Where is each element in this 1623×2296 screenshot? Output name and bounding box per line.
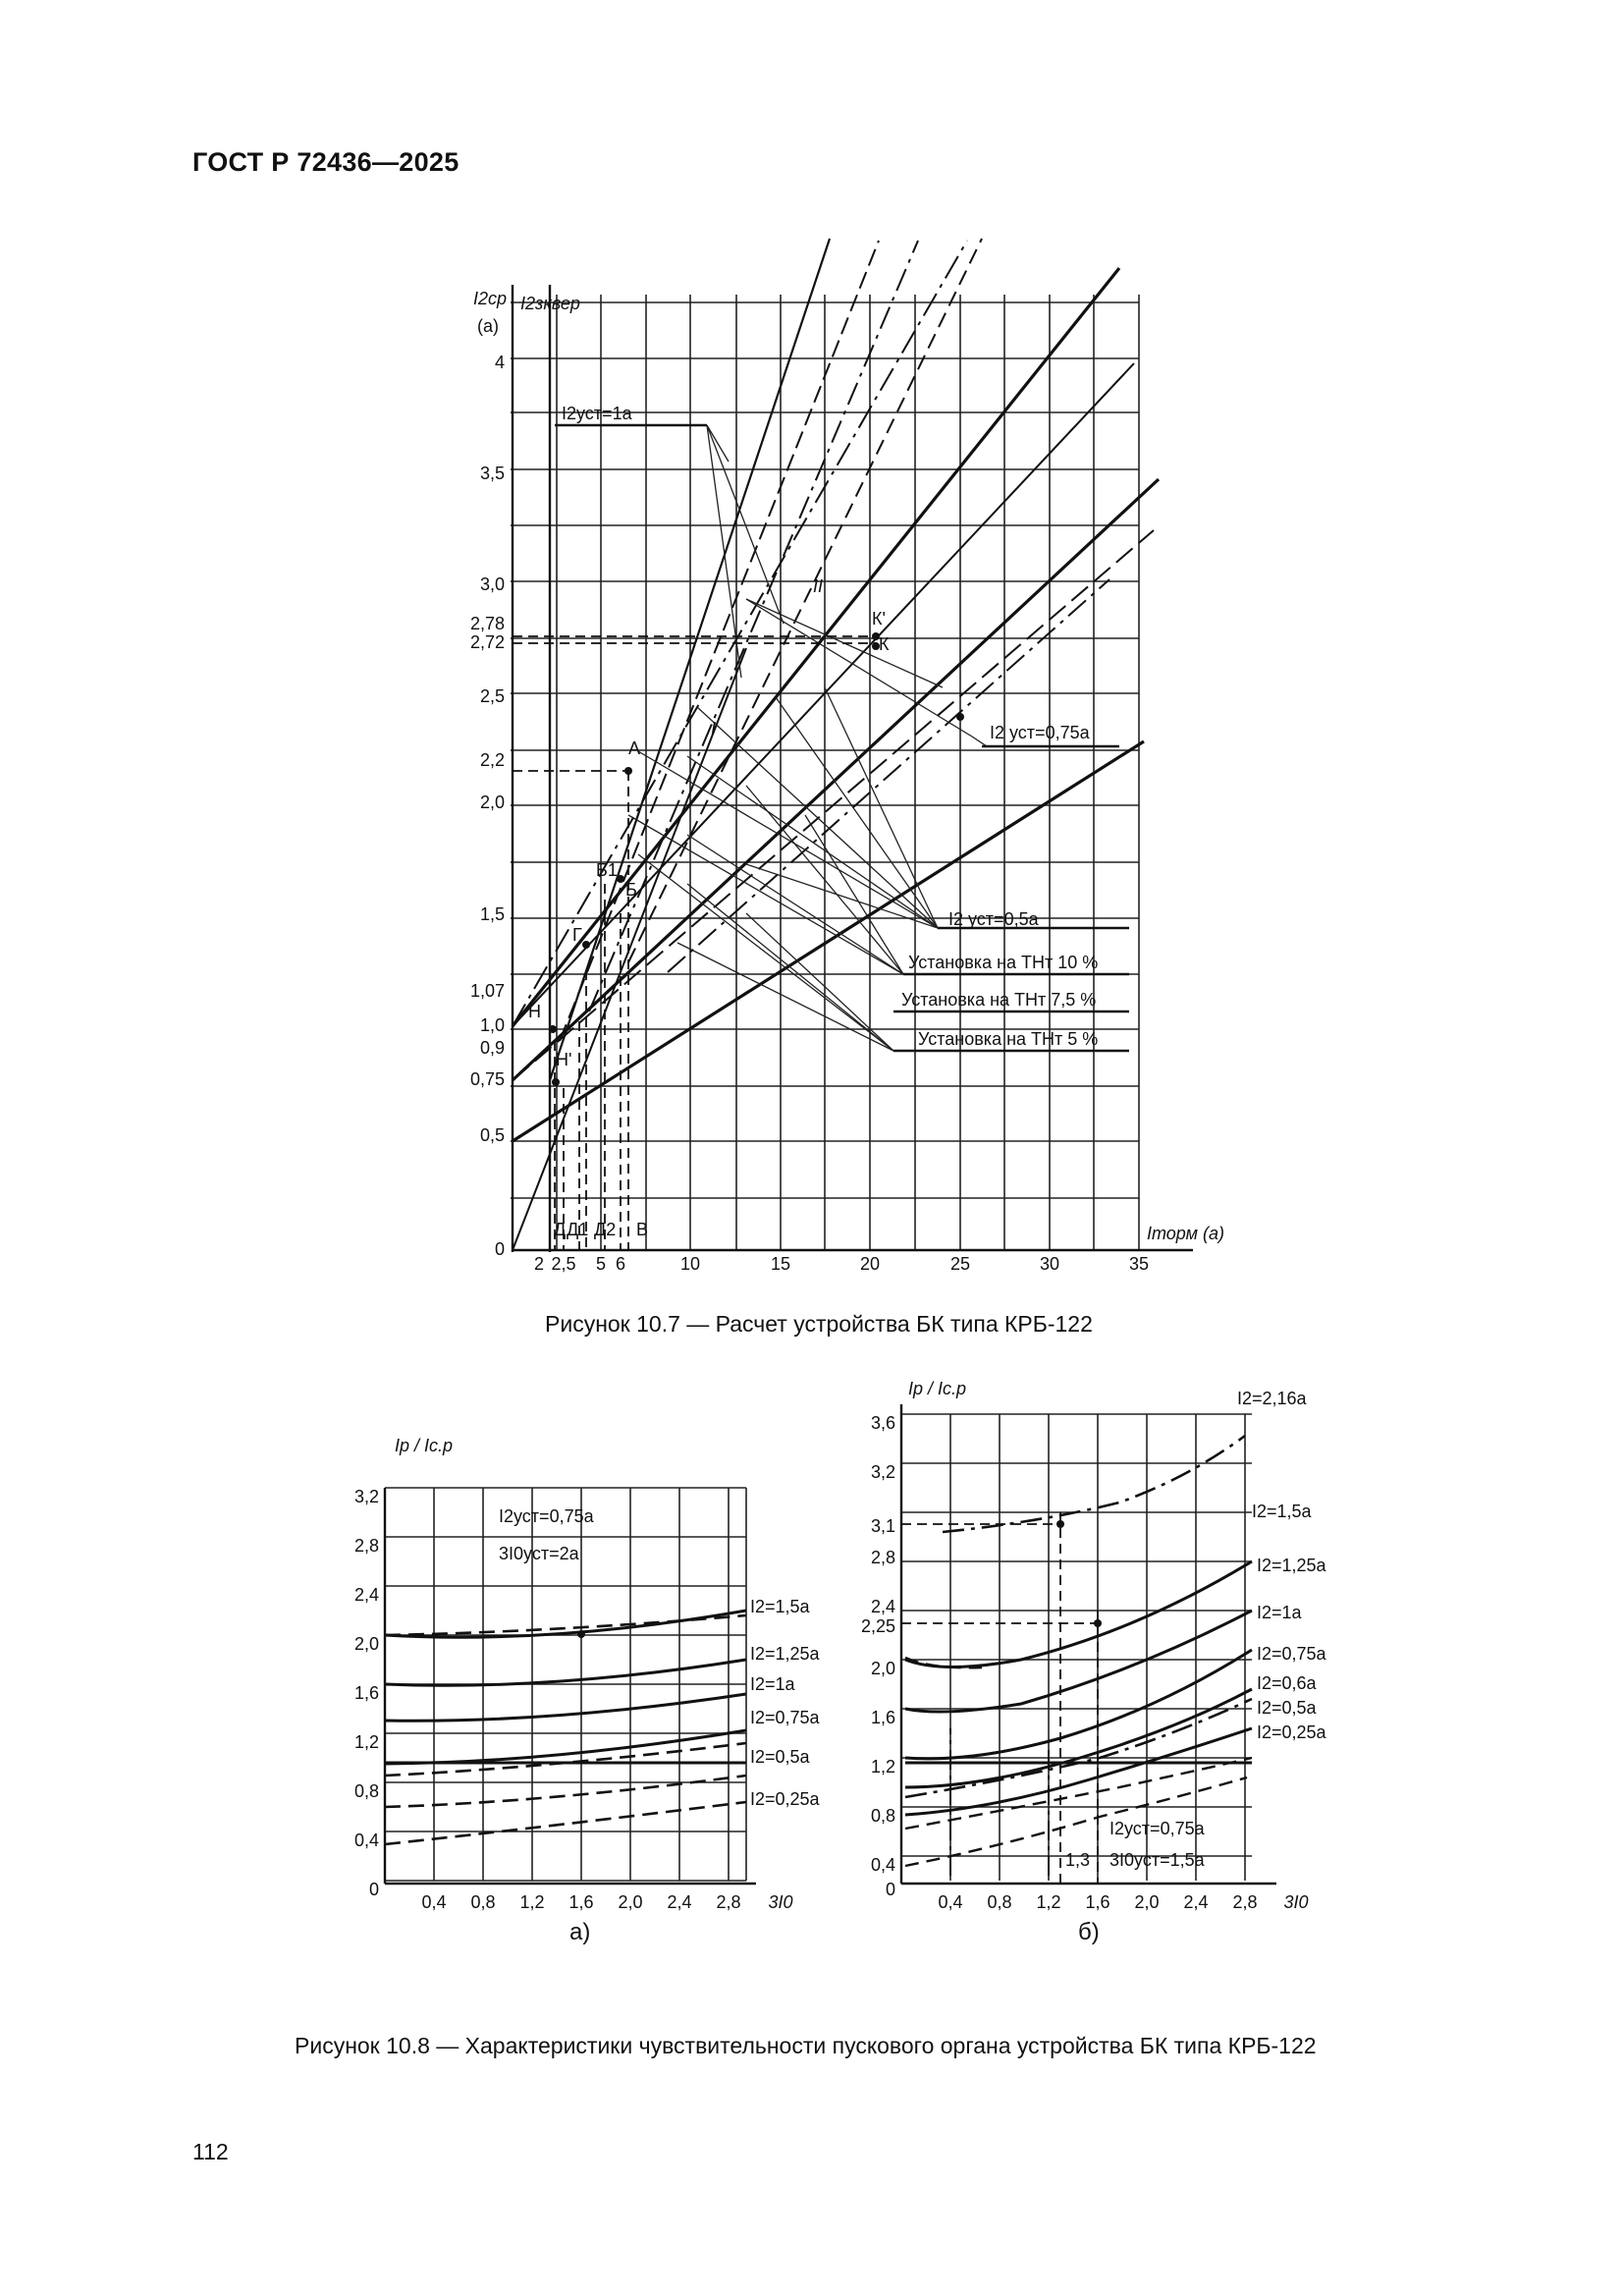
x-tick: 10 [679, 1254, 701, 1274]
x-tick: 0,4 [938, 1892, 963, 1912]
point-label: Д2 [594, 1220, 617, 1239]
y-tick: 0,4 [870, 1855, 895, 1875]
x-axis-label: Iторм (а) [1147, 1224, 1224, 1243]
annotation: I2 уст=0,75а [990, 723, 1090, 742]
point-label: Б [625, 880, 637, 900]
curve-label: I2=2,16а [1237, 1389, 1307, 1408]
panel-a-label: а) [569, 1919, 591, 1945]
document-header: ГОСТ Р 72436—2025 [192, 147, 460, 177]
x-tick: 2,5 [551, 1254, 576, 1274]
y-tick: 0 [494, 1239, 505, 1259]
y-tick: 2,4 [870, 1597, 895, 1616]
y-tick: 1,07 [469, 981, 505, 1001]
page-number: 112 [192, 2139, 229, 2164]
annotation: Установка на ТНт 7,5 % [901, 990, 1097, 1010]
x-tick: 0,4 [421, 1892, 447, 1912]
annotation: Установка на ТНт 5 % [918, 1029, 1099, 1049]
y-tick: 2,4 [353, 1585, 379, 1605]
y-tick: 1,2 [870, 1757, 895, 1777]
curve-label: I2=1,25а [750, 1644, 820, 1664]
y-tick: 2,2 [479, 750, 505, 770]
curve-label: I2=0,75а [750, 1708, 820, 1727]
y-tick: 4 [494, 353, 505, 372]
point-label: Г [572, 925, 582, 945]
curve-label: I2=1а [1257, 1603, 1302, 1622]
y-tick: 0 [368, 1880, 379, 1899]
y-tick: 3,5 [479, 464, 505, 483]
figure-10-7-caption: Рисунок 10.7 — Расчет устройства БК типа КРБ-122 [545, 1311, 1093, 1337]
y-tick: 1,0 [479, 1015, 505, 1035]
point-label: К' [872, 609, 886, 629]
y-tick: 0,75 [469, 1069, 505, 1089]
x-tick: 1,2 [519, 1892, 545, 1912]
x-tick: 1,6 [1085, 1892, 1110, 1912]
y-tick: 2,5 [479, 686, 505, 706]
x-tick: 20 [859, 1254, 881, 1274]
x-tick: 5 [595, 1254, 607, 1274]
y-tick: 0,5 [479, 1125, 505, 1145]
curve-label: I2=0,6а [1257, 1673, 1317, 1693]
y-tick: 0,9 [479, 1038, 505, 1058]
x-tick: 2,8 [716, 1892, 741, 1912]
curve-label: I2=1а [750, 1674, 795, 1694]
x-tick: 1,6 [568, 1892, 594, 1912]
y-tick: 1,2 [353, 1732, 379, 1752]
curve-label: I2=0,75а [1257, 1644, 1326, 1664]
x-tick: 1,2 [1036, 1892, 1061, 1912]
curve-label: I2=0,5а [750, 1747, 810, 1767]
x-tick: 25 [949, 1254, 971, 1274]
y-tick: 2,0 [353, 1634, 379, 1654]
x-axis-label: 3I0 [768, 1892, 793, 1912]
y-tick: 3,2 [870, 1462, 895, 1482]
y-tick: 3,6 [870, 1413, 895, 1433]
y-axis-label: I2ср [473, 289, 508, 308]
setting-label: 1,3 [1065, 1850, 1091, 1870]
y-tick: 0,4 [353, 1831, 379, 1850]
x-tick: 6 [615, 1254, 626, 1274]
y-tick: 2,0 [479, 793, 505, 812]
annotation: I2 уст=0,5а [948, 909, 1039, 929]
annotation: I2уст=1а [562, 404, 632, 423]
annotation: II [813, 576, 824, 596]
figure-10-8-caption: Рисунок 10.8 — Характеристики чувствительности пускового органа устройства БК типа КРБ-122 [295, 2033, 1317, 2058]
y-tick: 2,25 [860, 1616, 895, 1636]
point-label: Д1 [567, 1220, 589, 1239]
point-label: В [636, 1220, 649, 1239]
y-tick: 2,0 [870, 1659, 895, 1678]
y-tick: 2,72 [469, 632, 505, 652]
y-axis-label: Iр / Iс.р [395, 1436, 454, 1455]
point-label: Н' [556, 1050, 572, 1069]
y-tick: 3,0 [479, 574, 505, 594]
point-label: Д [554, 1220, 567, 1239]
curve-label: I2=1,5а [750, 1597, 810, 1616]
y-tick: 2,8 [353, 1536, 379, 1556]
x-tick: 0,8 [470, 1892, 496, 1912]
y-tick: 0 [885, 1880, 895, 1899]
setting-label: 3I0уст=1,5а [1109, 1850, 1205, 1870]
x-tick: 0,8 [987, 1892, 1012, 1912]
y-axis-unit: (а) [477, 316, 499, 336]
y-tick: 0,8 [870, 1806, 895, 1826]
curve-label: I2=0,5а [1257, 1698, 1317, 1718]
x-tick: 15 [770, 1254, 791, 1274]
x-tick: 2 [533, 1254, 545, 1274]
point-label: Б1 [596, 860, 618, 880]
setting-label: I2уст=0,75а [499, 1506, 594, 1526]
y-tick: 2,8 [870, 1548, 895, 1567]
y-tick: 3,1 [870, 1516, 895, 1536]
point-label: Н [528, 1002, 541, 1021]
setting-label: I2уст=0,75а [1109, 1819, 1205, 1838]
y-axis-label-2: I2зквер [520, 294, 580, 313]
curve-label: I2=0,25а [750, 1789, 820, 1809]
x-axis-label: 3I0 [1283, 1892, 1309, 1912]
curve-label: I2=1,5а [1252, 1502, 1312, 1521]
y-tick: 3,2 [353, 1487, 379, 1506]
x-tick: 30 [1039, 1254, 1060, 1274]
curve-label: I2=1,25а [1257, 1556, 1326, 1575]
annotation: Установка на ТНт 10 % [908, 953, 1099, 972]
x-tick: 2,4 [1183, 1892, 1209, 1912]
x-tick: 35 [1128, 1254, 1150, 1274]
y-tick: 0,8 [353, 1781, 379, 1801]
point-label: А [628, 738, 641, 758]
x-tick: 2,0 [1134, 1892, 1160, 1912]
y-tick: 1,5 [479, 904, 505, 924]
x-tick: 2,8 [1232, 1892, 1258, 1912]
point-label: К [879, 634, 890, 654]
y-axis-label: Iр / Iс.р [908, 1379, 967, 1398]
annotation: I [711, 719, 717, 738]
y-tick: 1,6 [870, 1708, 895, 1727]
panel-b-label: б) [1078, 1919, 1100, 1945]
curve-label: I2=0,25а [1257, 1722, 1326, 1742]
setting-label: 3I0уст=2а [499, 1544, 579, 1563]
x-tick: 2,0 [618, 1892, 643, 1912]
x-tick: 2,4 [667, 1892, 692, 1912]
y-tick: 1,6 [353, 1683, 379, 1703]
y-tick: 2,78 [469, 614, 505, 633]
